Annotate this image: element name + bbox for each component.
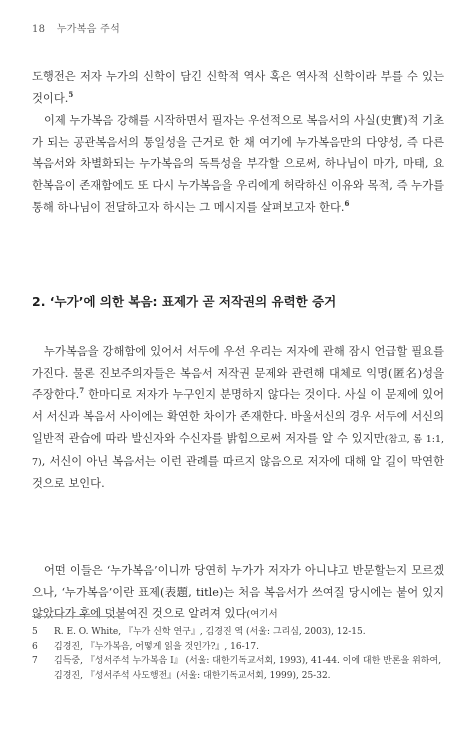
footnote-number: 7 [32,656,38,666]
footnote-divider [32,616,120,617]
paragraph-1-text: 도행전은 저자 누가의 신학이 담긴 신학적 역사 혹은 역사적 신학이라 부를 수 있는 것이다. [32,70,444,105]
paragraph-2-text: 이제 누가복음 강해를 시작하면서 필자는 우선적으로 복음서의 사실(史實)적 기초가 되는 공관복음서의 통일성을 근거로 한 채 여기에 누가복음만의 다양성, 즉 다른 복음서와 차별화되는 누가복음의 독특성을 부각할 으로써, 하나님이 마가, 마태, 요한복음이 존재함에도 또 다시 누가복음을 우리에게 허락하신 이유와 목적, 즉 누가를 통해 하나님이 전달하고자 하시는 그 메시지를 살펴보고자 한다. [32,114,444,214]
paragraph-4-text-b: (여기서 [246,609,278,621]
paragraph-2 [32,110,444,219]
paragraph-3-text-a: 누가복음을 강해함에 있어서 서두에 우선 우리는 저자에 관해 잠시 언급할 필요를 가진다. 물론 진보주의자들은 복음서 저작권 문제와 관련해 대체로 익명(匿名)성을 주장한다. [32,345,444,402]
footnote-text: R. E. O. White, 『누가 신학 연구』, 김경진 역 (서울: 그리심, 2003), 12-15. [54,627,366,637]
footnotes [32,625,444,683]
running-header [32,20,120,35]
scripture-reference: (참고, 롬 1:1, 7) [32,433,445,468]
page-number: 18 [32,24,46,35]
paragraph-3 [32,341,444,495]
footnote-ref-6[interactable]: 6 [344,199,350,209]
running-title: 누가복음 주석 [56,24,121,35]
paragraph-4-text-a: 어떤 이들은 ‘누가복음’이니까 당연히 누가가 저자가 아니냐고 반문할는지 모르겠으나, ‘누가복음’이란 표제(表題, title)는 처음 복음서가 쓰여질 당시에는 붙어 있지 않았다가 후에 덧붙여진 것으로 알려져 있다 [32,564,444,621]
footnote-number: 6 [32,641,38,652]
footnote-6 [32,640,444,655]
paragraph-3-text-c: , 서신이 아닌 복음서는 이런 관례를 따르지 않음으로 저자에 대해 알 길이 막연한 것으로 보인다. [32,454,444,491]
footnote-text: 김득중, 『성서주석 누가복음 I』 (서울: 대한기독교서회, 1993), 41-44. 이에 대한 반론을 위하여, 김경진, 『성서주석 사도행전』(서울: 대한기독교서회, 1999), 25-32. [54,656,442,681]
footnote-7 [32,654,444,683]
footnote-text: 김경진, 『누가복음, 어떻게 읽을 것인가?』, 16-17. [54,641,259,652]
section-heading: 2. ‘누가’에 의한 복음: 표제가 곧 저작권의 유력한 증거 [32,294,337,309]
paragraph-1 [32,66,444,109]
paragraph-3-text-b: 한마디로 저자가 누구인지 분명하지 않다는 것이다. 사실 이 문제에 있어서 서신과 복음서 사이에는 확연한 차이가 존재한다. 바울서신의 경우 서두에 서신의 일반적 관습에 따라 발신자와 수신자를 밝힘으로써 저자를 알 수 있지만 [32,388,444,445]
footnote-5 [32,625,444,640]
footnote-number: 5 [32,627,38,637]
footnote-ref-5[interactable]: 5 [68,89,74,99]
footnote-ref-7[interactable]: 7 [79,386,85,396]
